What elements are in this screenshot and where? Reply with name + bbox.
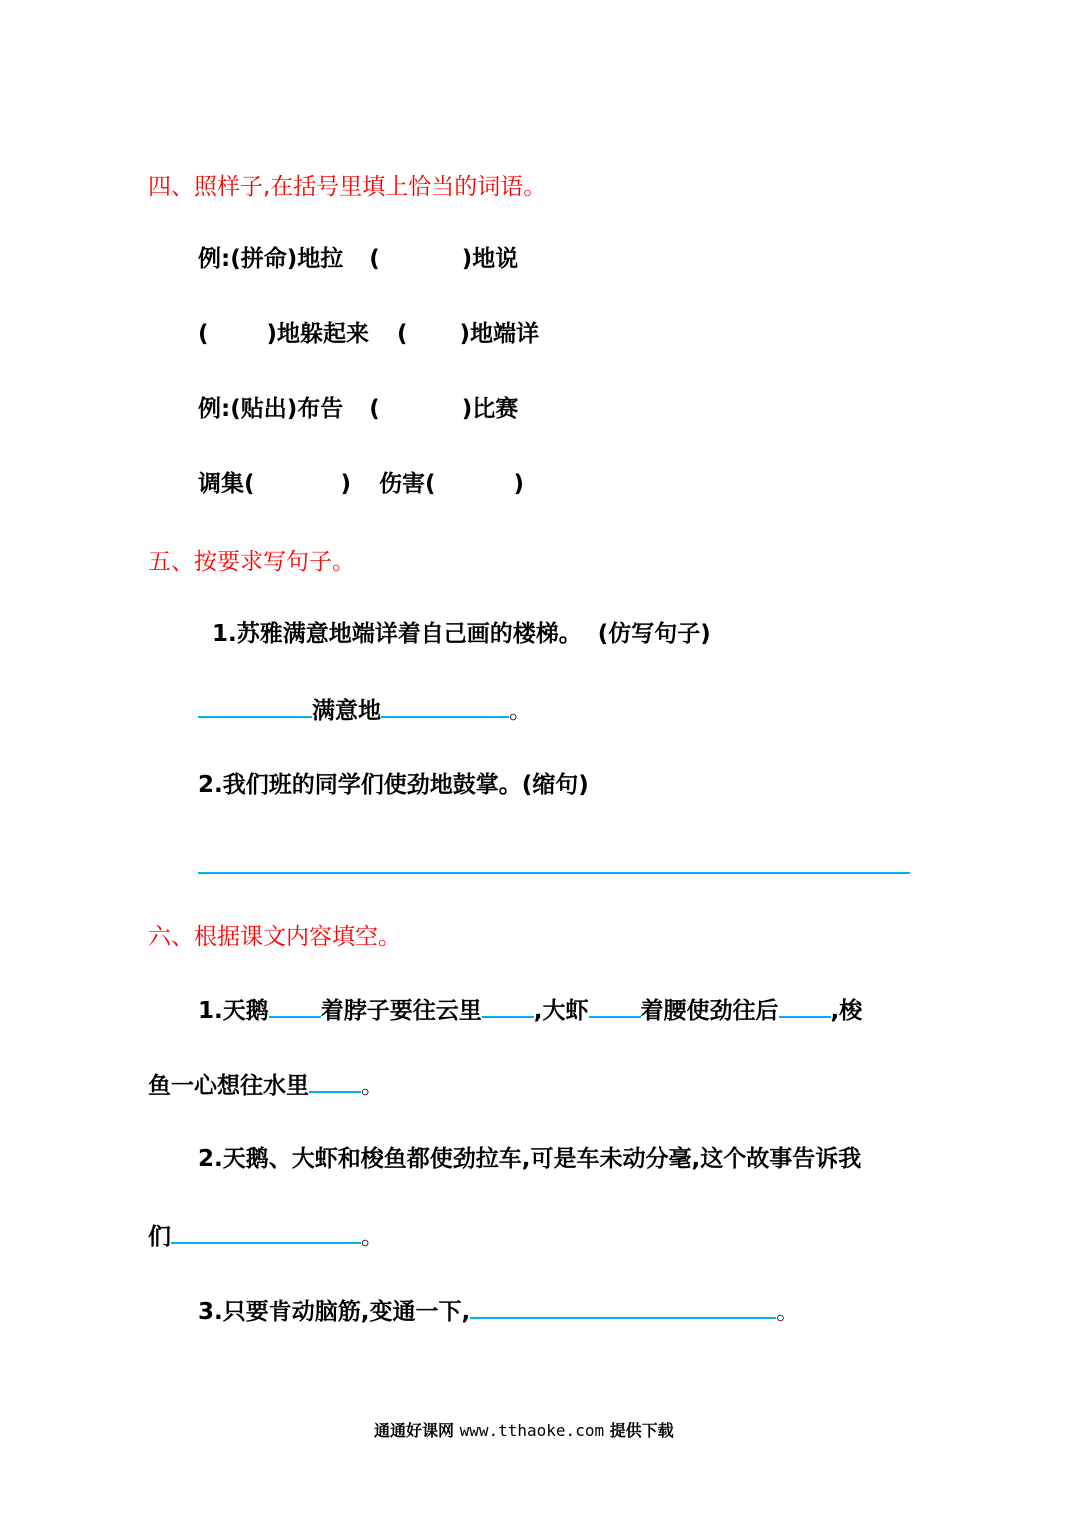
answer-blank[interactable] (482, 994, 534, 1018)
page-footer (374, 1418, 674, 1441)
sec6-question-2-line-2 (148, 1220, 384, 1252)
sec4-row-2 (198, 319, 539, 349)
footer-suffix: 提供下载 (609, 1421, 674, 1440)
close-text: )地躲起来 (266, 321, 370, 347)
word-text: 调集( (198, 471, 255, 497)
question-text: 鱼一心想往水里 (148, 1073, 309, 1099)
sec4-row-1 (198, 244, 518, 274)
fill-end-text: 。 (509, 698, 532, 724)
open-paren: ( (369, 396, 380, 422)
section-4-title: 四、照样子,在括号里填上恰当的词语。 (148, 174, 547, 200)
footer-url[interactable]: www.tthaoke.com (459, 1421, 605, 1440)
sec6-question-1-line-2 (148, 1069, 384, 1101)
sec6-question-1-line-1 (198, 994, 862, 1026)
example-text: 例:(贴出)布告 (198, 396, 344, 422)
question-text: 着脖子要往云里 (320, 998, 482, 1024)
question-text: ,大虾 (533, 998, 589, 1024)
open-paren: ( (369, 246, 380, 272)
question-text: 们 (148, 1224, 171, 1250)
word-text: 伤害( (379, 471, 436, 497)
sec6-question-2-line-1: 2.天鹅、大虾和梭鱼都使劲拉车,可是车未动分毫,这个故事告诉我 (198, 1146, 862, 1172)
sec4-row-4 (198, 469, 524, 499)
close-text: )地说 (461, 246, 519, 272)
close-text: )比赛 (461, 396, 519, 422)
footer-site-name: 通通好课网 (374, 1421, 455, 1440)
sec6-question-3 (198, 1295, 799, 1327)
close-paren: ) (340, 471, 352, 497)
question-text: 。 (776, 1299, 800, 1325)
answer-blank[interactable] (198, 694, 312, 718)
example-text: 例:(拼命)地拉 (198, 246, 344, 272)
answer-blank[interactable] (309, 1069, 361, 1093)
sec5-answer-line[interactable] (198, 872, 910, 874)
fill-mid-text: 满意地 (312, 698, 381, 724)
question-text: 3.只要肯动脑筋,变通一下, (198, 1299, 471, 1325)
answer-blank[interactable] (381, 694, 509, 718)
close-paren: ) (513, 471, 525, 497)
question-text: 。 (361, 1073, 384, 1099)
question-text: 1.苏雅满意地端详着自己画的楼梯。 (212, 621, 582, 647)
section-5-title: 五、按要求写句子。 (148, 549, 355, 575)
answer-blank[interactable] (470, 1295, 776, 1319)
section-6-title: 六、根据课文内容填空。 (148, 924, 401, 950)
sec5-fill-row-1 (198, 694, 532, 726)
sec5-question-1 (212, 619, 711, 649)
question-text: 。 (361, 1224, 384, 1250)
answer-blank[interactable] (171, 1220, 361, 1244)
open-paren: ( (397, 321, 408, 347)
sec4-row-3 (198, 394, 518, 424)
close-text: )地端详 (459, 321, 540, 347)
question-text: 着腰使劲往后 (640, 998, 779, 1024)
answer-blank[interactable] (269, 994, 321, 1018)
answer-blank[interactable] (779, 994, 831, 1018)
question-note: (仿写句子) (597, 621, 711, 647)
question-text: 1.天鹅 (198, 998, 269, 1024)
open-paren: ( (198, 321, 209, 347)
sec5-question-2: 2.我们班的同学们使劲地鼓掌。(缩句) (198, 772, 589, 798)
answer-blank[interactable] (589, 994, 641, 1018)
question-text: ,梭 (830, 998, 863, 1024)
